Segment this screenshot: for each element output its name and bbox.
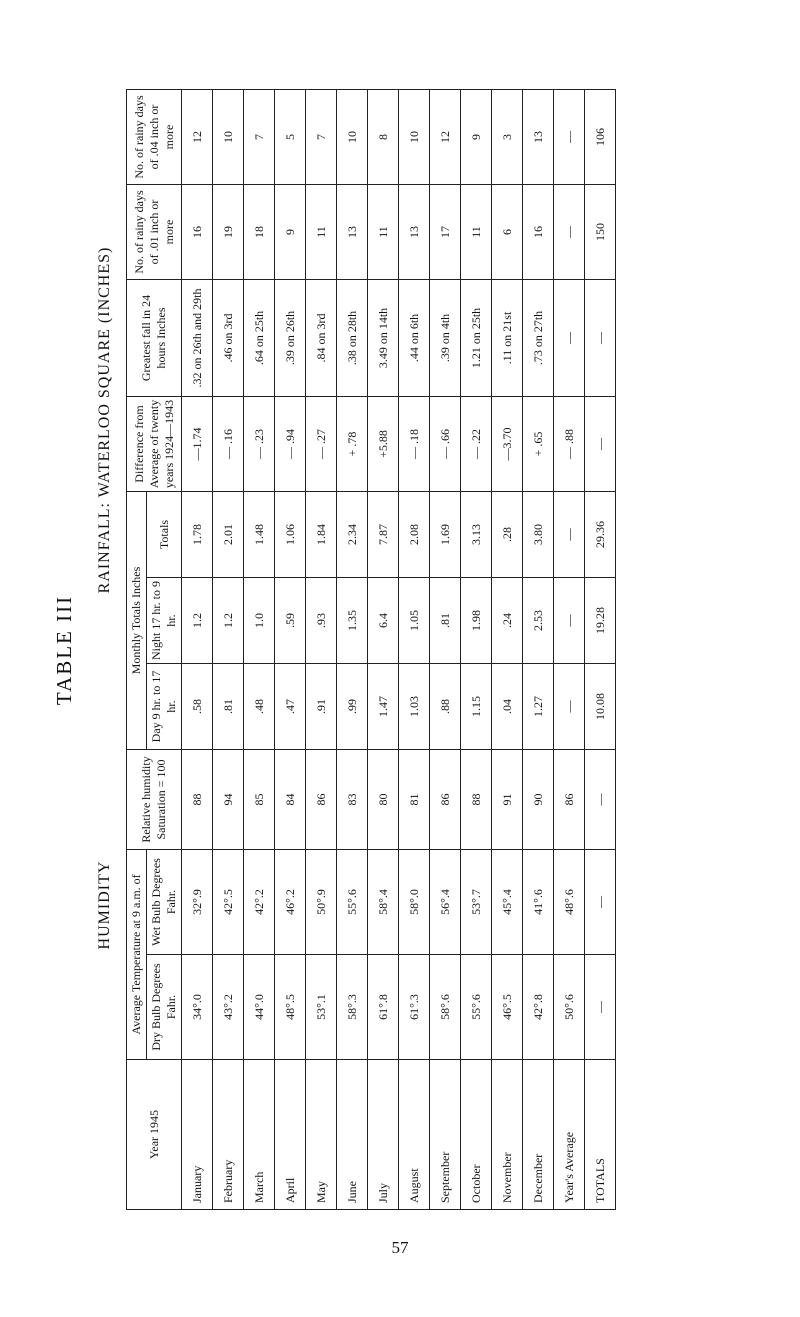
humidity-section-title: HUMIDITY	[96, 860, 113, 950]
rainy-01-cell: 9	[275, 184, 306, 279]
table-row	[492, 89, 523, 1209]
day-cell: —	[554, 664, 585, 750]
humidity-cell: 94	[213, 750, 244, 850]
wet-bulb-cell: 46°.2	[275, 850, 306, 955]
difference-cell: + .65	[523, 396, 554, 491]
month-cell: September	[430, 1060, 461, 1210]
rainy-01-cell: 11	[461, 184, 492, 279]
rainy-days-01-header: No. of rainy days of .01 inch or more	[127, 184, 182, 279]
humidity-cell: 80	[368, 750, 399, 850]
day-cell: 1.03	[399, 664, 430, 750]
dry-bulb-cell: 44°.0	[244, 955, 275, 1060]
night-cell: 1.98	[461, 578, 492, 664]
rainy-04-cell: 7	[306, 89, 337, 184]
night-cell: 1.0	[244, 578, 275, 664]
dry-bulb-cell: 53°.1	[306, 955, 337, 1060]
year-header: Year 1945	[127, 1060, 182, 1210]
rainy-01-cell: 19	[213, 184, 244, 279]
day-cell: 1.15	[461, 664, 492, 750]
day-cell: .88	[430, 664, 461, 750]
wet-bulb-cell: 42°.2	[244, 850, 275, 955]
greatest-fall-cell: .46 on 3rd	[213, 279, 244, 396]
greatest-fall-cell: 1.21 on 25th	[461, 279, 492, 396]
grand-total-cell: 29.36	[585, 491, 616, 577]
difference-cell: — .22	[461, 396, 492, 491]
humidity-cell: 88	[461, 750, 492, 850]
month-cell: June	[337, 1060, 368, 1210]
rainy-04-cell: 10	[337, 89, 368, 184]
rainy-04-cell: 10	[213, 89, 244, 184]
totals-label: TOTALS	[585, 1060, 616, 1210]
total-cell: 2.34	[337, 491, 368, 577]
total-cell: 1.78	[182, 491, 213, 577]
humidity-cell: 85	[244, 750, 275, 850]
difference-cell: — .94	[275, 396, 306, 491]
wet-bulb-cell: 32°.9	[182, 850, 213, 955]
table-row	[306, 89, 337, 1209]
total-cell: .28	[492, 491, 523, 577]
dry-bulb-cell: 61°.3	[399, 955, 430, 1060]
rainy-04-cell: 10	[399, 89, 430, 184]
month-cell: August	[399, 1060, 430, 1210]
table-row	[523, 89, 554, 1209]
humidity-cell: 90	[523, 750, 554, 850]
rainy-01-cell: 11	[368, 184, 399, 279]
rainy-04-cell: 13	[523, 89, 554, 184]
table-row	[182, 89, 213, 1209]
table-row	[213, 89, 244, 1209]
wet-bulb-cell: 48°.6	[554, 850, 585, 955]
day-cell: .47	[275, 664, 306, 750]
total-cell: 1.48	[244, 491, 275, 577]
total-cell: 3.80	[523, 491, 554, 577]
totals-header: Totals	[147, 491, 182, 577]
wet-bulb-cell: 58°.4	[368, 850, 399, 955]
greatest-fall-cell: .39 on 26th	[275, 279, 306, 396]
rainy-01-cell: 16	[182, 184, 213, 279]
night-cell: —	[554, 578, 585, 664]
wet-bulb-cell: 42°.5	[213, 850, 244, 955]
humidity-cell: —	[585, 750, 616, 850]
total-cell: 1.84	[306, 491, 337, 577]
night-cell: 1.2	[213, 578, 244, 664]
night-cell: .59	[275, 578, 306, 664]
night-cell: 1.35	[337, 578, 368, 664]
day-cell: .99	[337, 664, 368, 750]
greatest-fall-cell: .64 on 25th	[244, 279, 275, 396]
relative-humidity-header: Relative humidity Saturation = 100	[127, 750, 182, 850]
difference-cell: — .88	[554, 396, 585, 491]
wet-bulb-cell: 50°.9	[306, 850, 337, 955]
rainy-01-cell: 17	[430, 184, 461, 279]
difference-cell: —	[585, 396, 616, 491]
difference-cell: —3.70	[492, 396, 523, 491]
month-cell: February	[213, 1060, 244, 1210]
difference-cell: + .78	[337, 396, 368, 491]
greatest-fall-header: Greatest fall in 24 hours Inches	[127, 279, 182, 396]
rainy-days-04-header: No. of rainy days of .04 inch or more	[127, 89, 182, 184]
total-cell: 2.08	[399, 491, 430, 577]
greatest-fall-cell: —	[554, 279, 585, 396]
total-cell: —	[554, 491, 585, 577]
wet-bulb-cell: 56°.4	[430, 850, 461, 955]
month-cell: May	[306, 1060, 337, 1210]
difference-cell: +5.88	[368, 396, 399, 491]
humidity-cell: 86	[306, 750, 337, 850]
humidity-cell: 84	[275, 750, 306, 850]
month-cell: July	[368, 1060, 399, 1210]
dry-bulb-cell: 55°.6	[461, 955, 492, 1060]
month-cell: April	[275, 1060, 306, 1210]
table-title: TABLE III	[52, 594, 76, 706]
difference-header: Difference from Average of twenty years 1924—1943	[127, 396, 182, 491]
day-cell: .81	[213, 664, 244, 750]
humidity-cell: 86	[430, 750, 461, 850]
table-row	[337, 89, 368, 1209]
dry-bulb-cell: 58°.3	[337, 955, 368, 1060]
greatest-fall-cell: .39 on 4th	[430, 279, 461, 396]
day-cell: .58	[182, 664, 213, 750]
dry-bulb-cell: 48°.5	[275, 955, 306, 1060]
rotated-table-block	[46, 90, 706, 1210]
day-cell: .91	[306, 664, 337, 750]
rainy-01-total-cell: 150	[585, 184, 616, 279]
table-row	[399, 89, 430, 1209]
greatest-fall-cell: 3.49 on 14th	[368, 279, 399, 396]
humidity-cell: 88	[182, 750, 213, 850]
greatest-fall-cell: .44 on 6th	[399, 279, 430, 396]
table-row	[430, 89, 461, 1209]
rainy-01-cell: —	[554, 184, 585, 279]
totals-row	[585, 89, 616, 1209]
page-number: 57	[391, 1238, 409, 1257]
month-cell: October	[461, 1060, 492, 1210]
month-cell: December	[523, 1060, 554, 1210]
weather-table	[126, 89, 616, 1210]
difference-cell: — .23	[244, 396, 275, 491]
dry-bulb-cell: 50°.6	[554, 955, 585, 1060]
wet-bulb-cell: 41°.6	[523, 850, 554, 955]
table-row	[461, 89, 492, 1209]
rainy-04-total-cell: 106	[585, 89, 616, 184]
rainy-01-cell: 6	[492, 184, 523, 279]
rainy-01-cell: 16	[523, 184, 554, 279]
rainy-04-cell: 3	[492, 89, 523, 184]
humidity-cell: 83	[337, 750, 368, 850]
humidity-cell: 86	[554, 750, 585, 850]
dry-bulb-cell: 58°.6	[430, 955, 461, 1060]
wet-bulb-header: Wet Bulb Degrees Fahr.	[147, 850, 182, 955]
total-cell: 7.87	[368, 491, 399, 577]
monthly-totals-header: Monthly Totals Inches	[127, 491, 147, 749]
day-total-cell: 10.08	[585, 664, 616, 750]
day-cell: .04	[492, 664, 523, 750]
dry-bulb-header: Dry Bulb Degrees Fahr.	[147, 955, 182, 1060]
night-total-cell: 19.28	[585, 578, 616, 664]
month-cell: Year's Average	[554, 1060, 585, 1210]
dry-bulb-cell: —	[585, 955, 616, 1060]
dry-bulb-cell: 43°.2	[213, 955, 244, 1060]
rainy-01-cell: 18	[244, 184, 275, 279]
month-cell: November	[492, 1060, 523, 1210]
rainfall-section-title: RAINFALL: WATERLOO SQUARE (INCHES)	[96, 246, 113, 594]
rainy-01-cell: 13	[399, 184, 430, 279]
greatest-fall-cell: .84 on 3rd	[306, 279, 337, 396]
dry-bulb-cell: 61°.8	[368, 955, 399, 1060]
table-row	[244, 89, 275, 1209]
rainy-04-cell: 8	[368, 89, 399, 184]
difference-cell: — .18	[399, 396, 430, 491]
rainy-04-cell: 12	[430, 89, 461, 184]
night-cell: .93	[306, 578, 337, 664]
rainy-01-cell: 13	[337, 184, 368, 279]
table-row	[275, 89, 306, 1209]
wet-bulb-cell: 58°.0	[399, 850, 430, 955]
rainy-04-cell: 7	[244, 89, 275, 184]
greatest-fall-cell: .11 on 21st	[492, 279, 523, 396]
day-cell: .48	[244, 664, 275, 750]
difference-cell: — .66	[430, 396, 461, 491]
night-cell: 1.05	[399, 578, 430, 664]
total-cell: 2.01	[213, 491, 244, 577]
rainy-01-cell: 11	[306, 184, 337, 279]
day-cell: 1.47	[368, 664, 399, 750]
difference-cell: —1.74	[182, 396, 213, 491]
rainy-04-cell: 12	[182, 89, 213, 184]
dry-bulb-cell: 46°.5	[492, 955, 523, 1060]
wet-bulb-cell: 45°.4	[492, 850, 523, 955]
wet-bulb-cell: 53°.7	[461, 850, 492, 955]
wet-bulb-cell: —	[585, 850, 616, 955]
greatest-fall-cell: .38 on 28th	[337, 279, 368, 396]
rainy-04-cell: 5	[275, 89, 306, 184]
month-cell: March	[244, 1060, 275, 1210]
day-header: Day 9 hr. to 17 hr.	[147, 664, 182, 750]
night-cell: .81	[430, 578, 461, 664]
dry-bulb-cell: 34°.0	[182, 955, 213, 1060]
night-header: Night 17 hr. to 9 hr.	[147, 578, 182, 664]
day-cell: 1.27	[523, 664, 554, 750]
humidity-cell: 81	[399, 750, 430, 850]
wet-bulb-cell: 55°.6	[337, 850, 368, 955]
rainy-04-cell: —	[554, 89, 585, 184]
rainy-04-cell: 9	[461, 89, 492, 184]
humidity-cell: 91	[492, 750, 523, 850]
avg-temp-header: Average Temperature at 9 a.m. of	[127, 850, 147, 1060]
night-cell: 6.4	[368, 578, 399, 664]
night-cell: 1.2	[182, 578, 213, 664]
total-cell: 1.69	[430, 491, 461, 577]
total-cell: 1.06	[275, 491, 306, 577]
greatest-fall-cell: .73 on 27th	[523, 279, 554, 396]
month-cell: January	[182, 1060, 213, 1210]
night-cell: .24	[492, 578, 523, 664]
table-row	[554, 89, 585, 1209]
table-row	[368, 89, 399, 1209]
difference-cell: — .27	[306, 396, 337, 491]
difference-cell: — .16	[213, 396, 244, 491]
greatest-fall-cell: —	[585, 279, 616, 396]
dry-bulb-cell: 42°.8	[523, 955, 554, 1060]
total-cell: 3.13	[461, 491, 492, 577]
night-cell: 2.53	[523, 578, 554, 664]
greatest-fall-cell: .32 on 26th and 29th	[182, 279, 213, 396]
